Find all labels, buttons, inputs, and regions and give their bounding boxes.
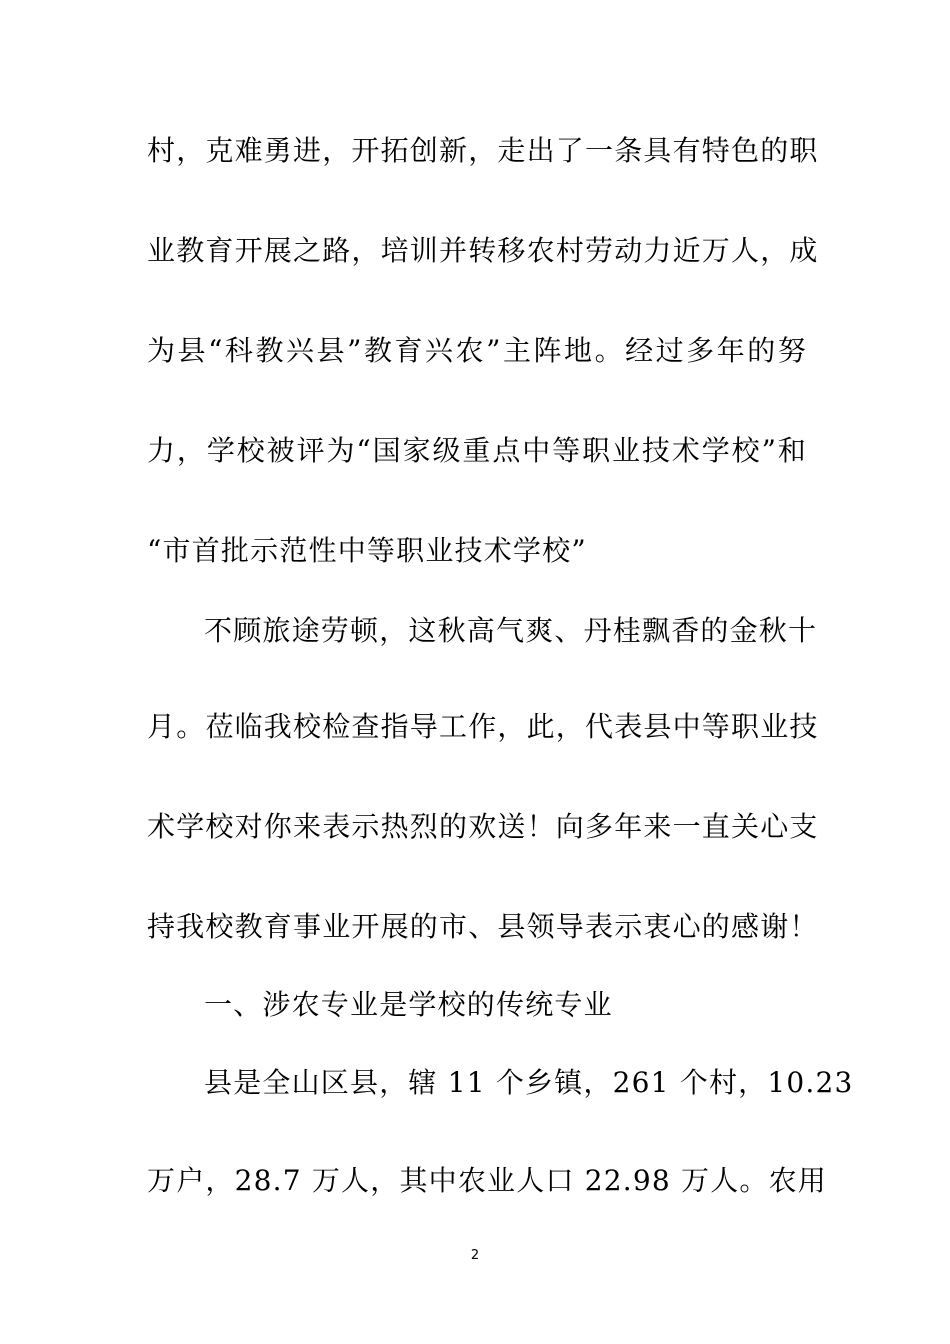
text-line: 万户，28.7 万人，其中农业人口 22.98 万人。农用: [147, 1164, 828, 1197]
text-line: 月。莅临我校检查指导工作，此，代表县中等职业技: [147, 710, 819, 743]
paragraph-first-line: 不顾旅途劳顿，这秋高气爽、丹桂飘香的金秋十: [204, 614, 818, 647]
text-line: 术学校对你来表示热烈的欢送！向多年来一直关心支: [147, 810, 819, 843]
text-line: 持我校教育事业开展的市、县领导表示衷心的感谢！: [147, 910, 819, 943]
text-line: “市首批示范性中等职业技术学校”: [147, 534, 587, 567]
text-line: 力，学校被评为“国家级重点中等职业技术学校”和: [147, 434, 807, 467]
section-heading: 一、涉农专业是学校的传统专业: [204, 988, 613, 1021]
text-line: 村，克难勇进，开拓创新，走出了一条具有特色的职: [147, 134, 819, 167]
paragraph-first-line: 县是全山区县，辖 11 个乡镇，261 个村，10.23: [204, 1066, 854, 1099]
page-number: 2: [470, 1248, 480, 1263]
text-line: 为县“科教兴县”教育兴农”主阵地。经过多年的努: [147, 334, 807, 367]
text-line: 业教育开展之路，培训并转移农村劳动力近万人，成: [147, 234, 819, 267]
